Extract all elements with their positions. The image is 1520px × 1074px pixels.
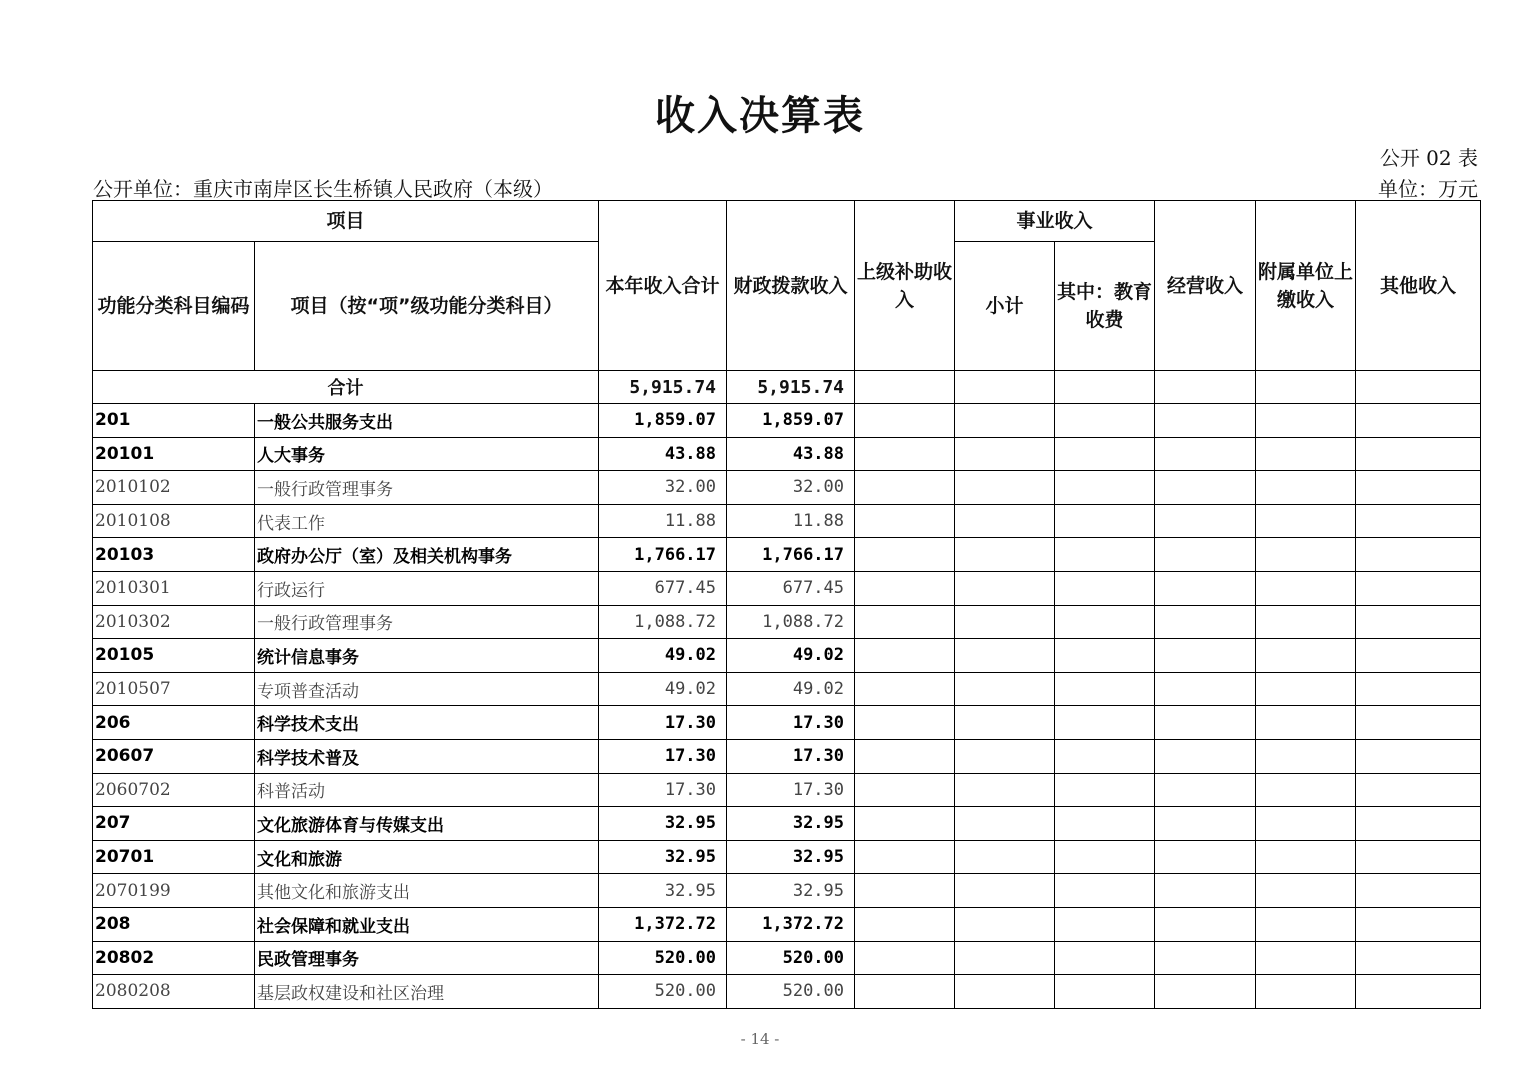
row-superior [855, 941, 955, 975]
row-superior [855, 605, 955, 639]
row-name: 科学技术普及 [255, 739, 599, 773]
row-name: 其他文化和旅游支出 [255, 874, 599, 908]
row-operating [1155, 404, 1256, 438]
row-fiscal: 520.00 [727, 975, 855, 1009]
row-affiliated [1256, 773, 1356, 807]
row-total-income: 49.02 [599, 672, 727, 706]
row-other [1356, 571, 1481, 605]
row-superior [855, 773, 955, 807]
row-total-income: 677.45 [599, 571, 727, 605]
row-total-income: 17.30 [599, 773, 727, 807]
row-superior [855, 874, 955, 908]
row-business-subtotal [955, 471, 1055, 505]
row-other [1356, 538, 1481, 572]
row-fiscal: 43.88 [727, 437, 855, 471]
row-affiliated [1256, 840, 1356, 874]
row-code: 20701 [93, 840, 255, 874]
income-table [92, 200, 1481, 1009]
table-row [93, 437, 1481, 471]
total-row [93, 371, 1481, 404]
table-row [93, 571, 1481, 605]
row-name: 一般公共服务支出 [255, 404, 599, 438]
row-fiscal: 1,766.17 [727, 538, 855, 572]
table-row [93, 404, 1481, 438]
row-fiscal: 677.45 [727, 571, 855, 605]
row-other [1356, 471, 1481, 505]
row-fiscal: 1,088.72 [727, 605, 855, 639]
row-business-subtotal [955, 739, 1055, 773]
row-name: 一般行政管理事务 [255, 605, 599, 639]
row-superior [855, 437, 955, 471]
row-name: 科学技术支出 [255, 706, 599, 740]
row-operating [1155, 538, 1256, 572]
row-affiliated [1256, 471, 1356, 505]
row-fiscal: 32.95 [727, 840, 855, 874]
row-superior [855, 571, 955, 605]
header-business: 事业收入 [955, 201, 1155, 242]
row-education [1055, 907, 1155, 941]
header-operating: 经营收入 [1155, 201, 1256, 371]
row-total-income: 1,088.72 [599, 605, 727, 639]
table-row [93, 739, 1481, 773]
header-affiliated: 附属单位上缴收入 [1256, 201, 1356, 371]
table-row [93, 941, 1481, 975]
table-row [93, 840, 1481, 874]
currency-unit: 单位：万元 [1378, 177, 1478, 201]
row-business-subtotal [955, 571, 1055, 605]
table-row [93, 605, 1481, 639]
row-other [1356, 639, 1481, 673]
table-row [93, 773, 1481, 807]
table-row [93, 807, 1481, 841]
row-business-subtotal [955, 907, 1055, 941]
page-number: - 14 - [740, 1030, 780, 1048]
row-other [1356, 437, 1481, 471]
row-total-income: 520.00 [599, 941, 727, 975]
row-education [1055, 538, 1155, 572]
row-affiliated [1256, 975, 1356, 1009]
row-education [1055, 739, 1155, 773]
total-fiscal-value: 5,915.74 [727, 371, 855, 404]
row-code: 2080208 [93, 975, 255, 1009]
row-business-subtotal [955, 605, 1055, 639]
row-superior [855, 538, 955, 572]
row-superior [855, 807, 955, 841]
row-code: 2010507 [93, 672, 255, 706]
row-other [1356, 672, 1481, 706]
header-education: 其中：教育收费 [1055, 242, 1155, 371]
row-other [1356, 739, 1481, 773]
row-name: 一般行政管理事务 [255, 471, 599, 505]
table-row [93, 874, 1481, 908]
table-row [93, 504, 1481, 538]
row-fiscal: 17.30 [727, 706, 855, 740]
row-business-subtotal [955, 639, 1055, 673]
row-fiscal: 17.30 [727, 739, 855, 773]
row-education [1055, 874, 1155, 908]
row-other [1356, 840, 1481, 874]
row-total-income: 520.00 [599, 975, 727, 1009]
row-affiliated [1256, 672, 1356, 706]
row-name: 政府办公厅（室）及相关机构事务 [255, 538, 599, 572]
row-superior [855, 907, 955, 941]
row-code: 207 [93, 807, 255, 841]
row-name: 科普活动 [255, 773, 599, 807]
row-code: 201 [93, 404, 255, 438]
row-other [1356, 404, 1481, 438]
row-business-subtotal [955, 538, 1055, 572]
table-row [93, 639, 1481, 673]
row-affiliated [1256, 538, 1356, 572]
row-operating [1155, 471, 1256, 505]
row-operating [1155, 672, 1256, 706]
row-operating [1155, 639, 1256, 673]
row-name: 文化和旅游 [255, 840, 599, 874]
row-code: 20802 [93, 941, 255, 975]
row-name: 文化旅游体育与传媒支出 [255, 807, 599, 841]
row-code: 20101 [93, 437, 255, 471]
row-code: 206 [93, 706, 255, 740]
row-other [1356, 874, 1481, 908]
row-business-subtotal [955, 807, 1055, 841]
row-affiliated [1256, 739, 1356, 773]
row-operating [1155, 437, 1256, 471]
row-business-subtotal [955, 874, 1055, 908]
row-superior [855, 504, 955, 538]
row-name: 社会保障和就业支出 [255, 907, 599, 941]
row-affiliated [1256, 404, 1356, 438]
row-education [1055, 672, 1155, 706]
row-operating [1155, 706, 1256, 740]
row-total-income: 43.88 [599, 437, 727, 471]
row-education [1055, 706, 1155, 740]
row-affiliated [1256, 504, 1356, 538]
row-affiliated [1256, 907, 1356, 941]
row-total-income: 1,766.17 [599, 538, 727, 572]
row-name: 行政运行 [255, 571, 599, 605]
row-education [1055, 975, 1155, 1009]
table-row [93, 706, 1481, 740]
header-code: 功能分类科目编码 [93, 242, 255, 371]
row-operating [1155, 874, 1256, 908]
row-fiscal: 32.00 [727, 471, 855, 505]
row-affiliated [1256, 605, 1356, 639]
row-code: 2010302 [93, 605, 255, 639]
row-fiscal: 49.02 [727, 672, 855, 706]
row-other [1356, 807, 1481, 841]
row-affiliated [1256, 639, 1356, 673]
row-other [1356, 975, 1481, 1009]
row-name: 专项普查活动 [255, 672, 599, 706]
row-superior [855, 639, 955, 673]
row-operating [1155, 840, 1256, 874]
row-education [1055, 773, 1155, 807]
row-total-income: 1,859.07 [599, 404, 727, 438]
row-operating [1155, 907, 1256, 941]
row-total-income: 1,372.72 [599, 907, 727, 941]
row-name: 基层政权建设和社区治理 [255, 975, 599, 1009]
row-operating [1155, 941, 1256, 975]
row-total-income: 32.00 [599, 471, 727, 505]
row-other [1356, 706, 1481, 740]
table-row [93, 672, 1481, 706]
row-other [1356, 504, 1481, 538]
table-row [93, 907, 1481, 941]
row-total-income: 17.30 [599, 739, 727, 773]
row-superior [855, 672, 955, 706]
row-business-subtotal [955, 941, 1055, 975]
row-operating [1155, 571, 1256, 605]
row-superior [855, 404, 955, 438]
row-total-income: 32.95 [599, 874, 727, 908]
row-education [1055, 605, 1155, 639]
row-education [1055, 807, 1155, 841]
row-business-subtotal [955, 840, 1055, 874]
row-operating [1155, 975, 1256, 1009]
row-other [1356, 773, 1481, 807]
table-row [93, 471, 1481, 505]
row-affiliated [1256, 874, 1356, 908]
row-fiscal: 1,859.07 [727, 404, 855, 438]
row-operating [1155, 807, 1256, 841]
total-income-value: 5,915.74 [599, 371, 727, 404]
row-business-subtotal [955, 706, 1055, 740]
header-fiscal: 财政拨款收入 [727, 201, 855, 371]
header-superior: 上级补助收入 [855, 201, 955, 371]
row-fiscal: 32.95 [727, 874, 855, 908]
row-fiscal: 520.00 [727, 941, 855, 975]
form-number: 公开 02 表 [1379, 146, 1478, 170]
row-other [1356, 941, 1481, 975]
row-superior [855, 975, 955, 1009]
row-affiliated [1256, 706, 1356, 740]
row-name: 代表工作 [255, 504, 599, 538]
row-affiliated [1256, 941, 1356, 975]
row-education [1055, 404, 1155, 438]
header-other: 其他收入 [1356, 201, 1481, 371]
row-operating [1155, 504, 1256, 538]
row-name: 民政管理事务 [255, 941, 599, 975]
row-education [1055, 941, 1155, 975]
row-code: 2060702 [93, 773, 255, 807]
row-education [1055, 639, 1155, 673]
row-operating [1155, 605, 1256, 639]
row-total-income: 32.95 [599, 840, 727, 874]
row-operating [1155, 773, 1256, 807]
row-business-subtotal [955, 504, 1055, 538]
row-business-subtotal [955, 975, 1055, 1009]
row-name: 统计信息事务 [255, 639, 599, 673]
row-affiliated [1256, 437, 1356, 471]
row-business-subtotal [955, 437, 1055, 471]
header-project: 项目 [93, 201, 599, 242]
row-fiscal: 49.02 [727, 639, 855, 673]
header-total-income: 本年收入合计 [599, 201, 727, 371]
row-code: 2010301 [93, 571, 255, 605]
row-total-income: 49.02 [599, 639, 727, 673]
table-row [93, 975, 1481, 1009]
row-operating [1155, 739, 1256, 773]
row-education [1055, 840, 1155, 874]
row-fiscal: 17.30 [727, 773, 855, 807]
row-fiscal: 11.88 [727, 504, 855, 538]
row-other [1356, 605, 1481, 639]
row-business-subtotal [955, 773, 1055, 807]
row-affiliated [1256, 571, 1356, 605]
row-code: 2070199 [93, 874, 255, 908]
row-superior [855, 739, 955, 773]
table-row [93, 538, 1481, 572]
page-title: 收入决算表 [655, 93, 865, 139]
row-superior [855, 471, 955, 505]
row-business-subtotal [955, 404, 1055, 438]
row-code: 20103 [93, 538, 255, 572]
total-label: 合计 [93, 371, 599, 404]
row-name: 人大事务 [255, 437, 599, 471]
row-fiscal: 1,372.72 [727, 907, 855, 941]
row-total-income: 11.88 [599, 504, 727, 538]
row-code: 2010108 [93, 504, 255, 538]
row-education [1055, 571, 1155, 605]
row-other [1356, 907, 1481, 941]
header-name: 项目（按“项”级功能分类科目） [255, 242, 599, 371]
row-fiscal: 32.95 [727, 807, 855, 841]
reporting-unit: 公开单位：重庆市南岸区长生桥镇人民政府（本级） [93, 177, 553, 201]
row-education [1055, 471, 1155, 505]
row-affiliated [1256, 807, 1356, 841]
row-superior [855, 706, 955, 740]
row-education [1055, 504, 1155, 538]
row-code: 20105 [93, 639, 255, 673]
row-superior [855, 840, 955, 874]
header-subtotal: 小计 [955, 242, 1055, 371]
row-total-income: 32.95 [599, 807, 727, 841]
row-code: 20607 [93, 739, 255, 773]
row-education [1055, 437, 1155, 471]
row-code: 2010102 [93, 471, 255, 505]
row-business-subtotal [955, 672, 1055, 706]
row-code: 208 [93, 907, 255, 941]
row-total-income: 17.30 [599, 706, 727, 740]
